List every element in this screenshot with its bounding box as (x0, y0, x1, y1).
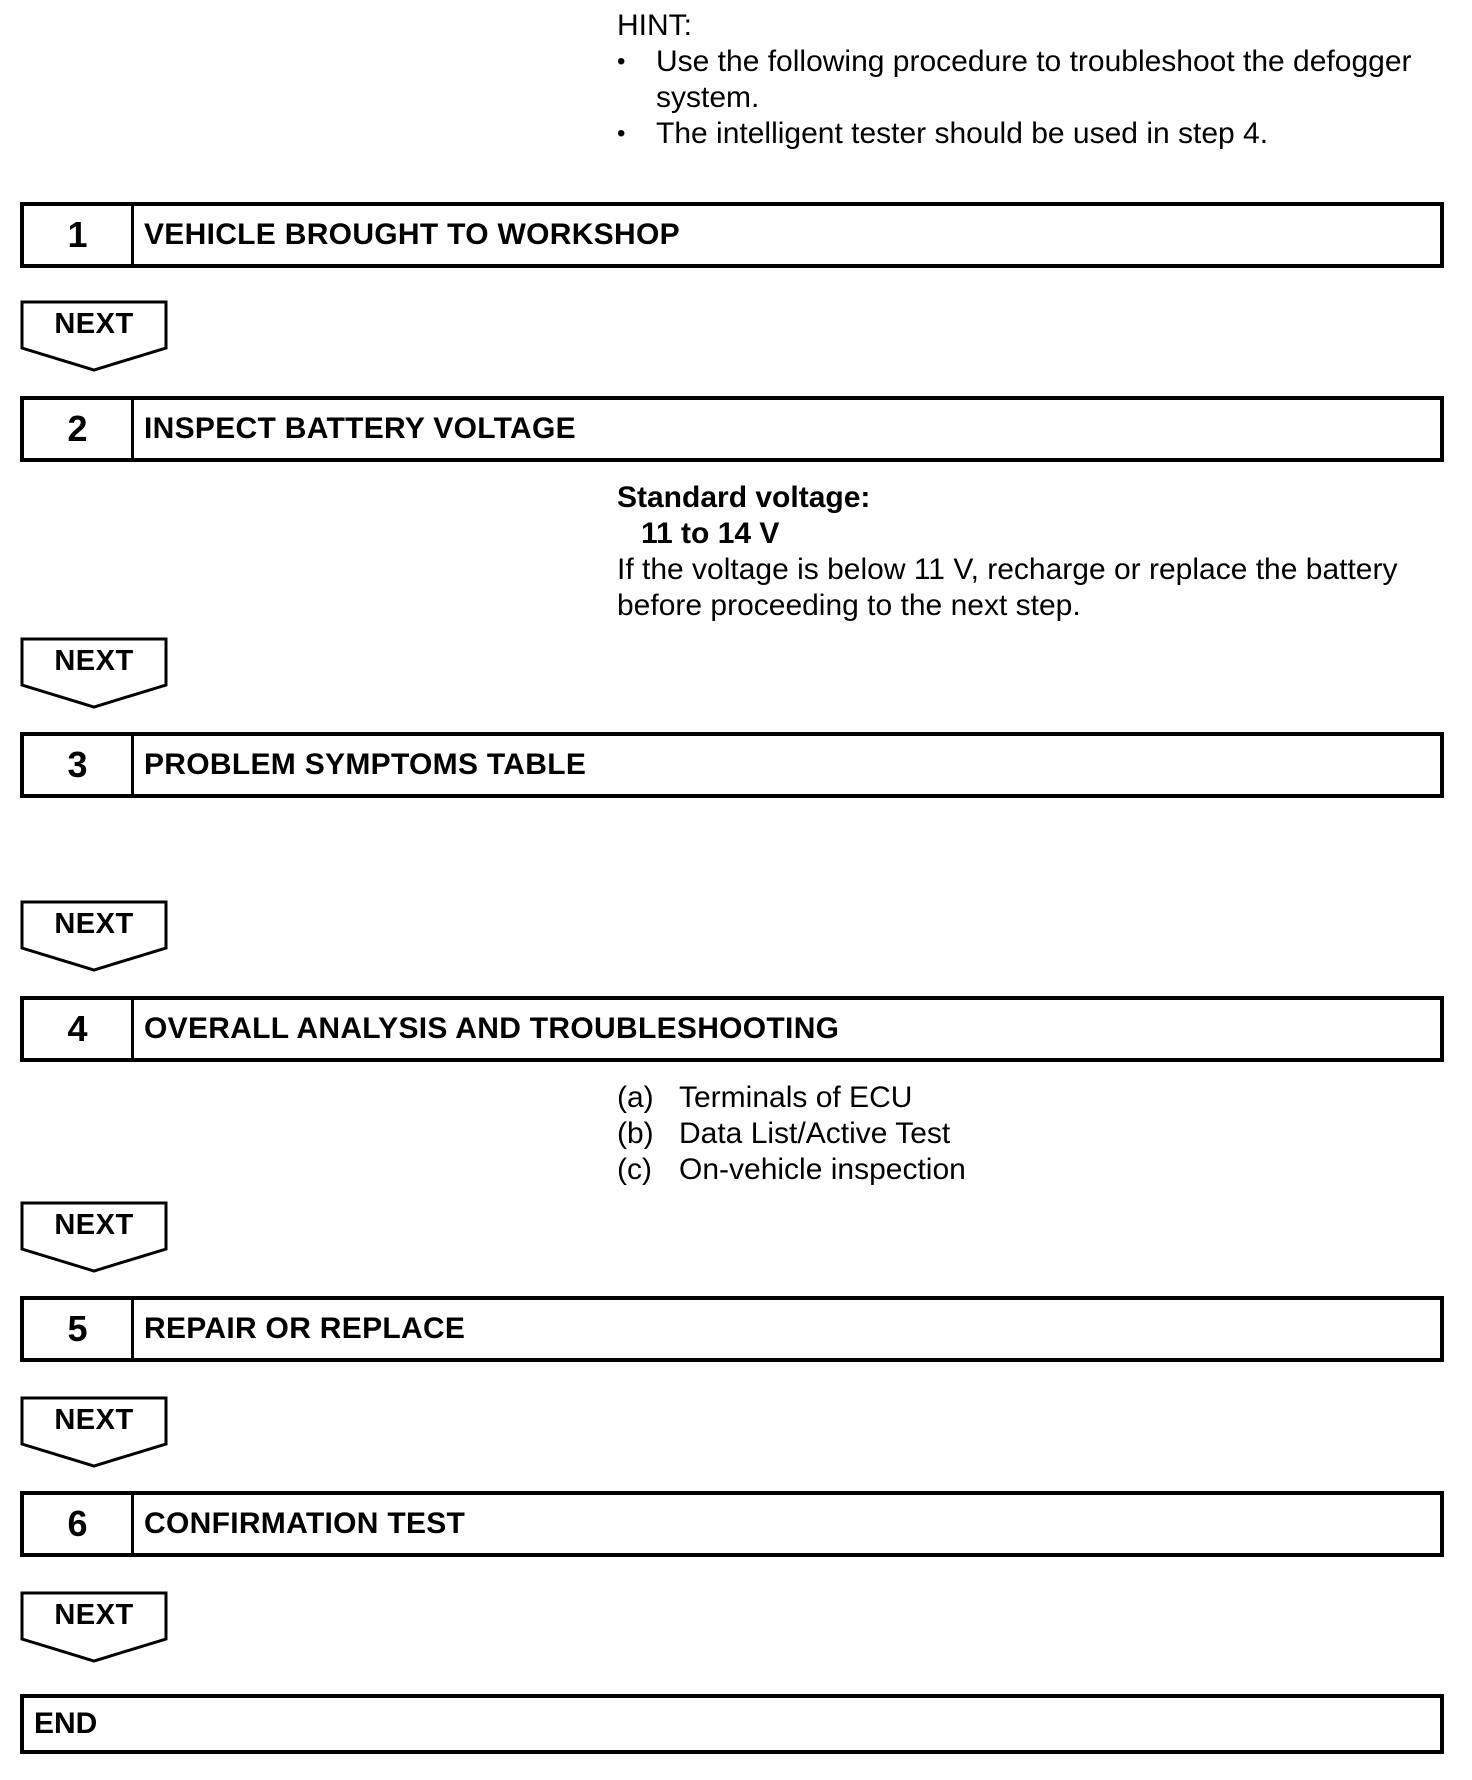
step-number: 3 (24, 736, 134, 794)
step-3-box (20, 732, 1444, 798)
next-label: NEXT (54, 1209, 134, 1241)
step-4-box (20, 996, 1444, 1062)
next-arrow (20, 900, 168, 972)
step-number: 5 (24, 1300, 134, 1358)
hint-bullet-2: The intelligent tester should be used in step 4. (656, 117, 1269, 150)
step-number: 2 (24, 400, 134, 458)
next-label: NEXT (54, 645, 134, 677)
step-title: PROBLEM SYMPTOMS TABLE (144, 748, 587, 781)
step-1-box (20, 202, 1444, 268)
step-title: CONFIRMATION TEST (144, 1507, 466, 1540)
battery-note-line-1: If the voltage is below 11 V, recharge or replace the battery (617, 553, 1398, 586)
next-label: NEXT (54, 908, 134, 940)
analysis-item-letter: (b) (617, 1117, 654, 1150)
next-arrow (20, 1591, 168, 1663)
step-5-box (20, 1296, 1444, 1362)
next-arrow (20, 1396, 168, 1468)
step-title: VEHICLE BROUGHT TO WORKSHOP (144, 218, 680, 251)
end-box (20, 1694, 1444, 1754)
analysis-item-letter: (a) (617, 1081, 654, 1114)
next-label: NEXT (54, 1404, 134, 1436)
end-label: END (34, 1707, 98, 1740)
analysis-item-text: Terminals of ECU (679, 1081, 913, 1114)
step-number: 4 (24, 1000, 134, 1058)
next-label: NEXT (54, 308, 134, 340)
step-number: 6 (24, 1495, 134, 1553)
hint-title: HINT: (617, 9, 692, 42)
next-arrow (20, 637, 168, 709)
step-title: INSPECT BATTERY VOLTAGE (144, 412, 576, 445)
hint-bullet-1-line-2: system. (656, 81, 760, 114)
battery-note-line-2: before proceeding to the next step. (617, 589, 1081, 622)
standard-voltage-label: Standard voltage: (617, 481, 871, 514)
standard-voltage-value: 11 to 14 V (641, 517, 780, 550)
analysis-item-text: On-vehicle inspection (679, 1153, 966, 1186)
next-arrow (20, 1201, 168, 1273)
step-6-box (20, 1491, 1444, 1557)
analysis-item-text: Data List/Active Test (679, 1117, 951, 1150)
bullet-icon: • (617, 48, 626, 75)
bullet-icon: • (617, 120, 626, 147)
step-title: OVERALL ANALYSIS AND TROUBLESHOOTING (144, 1012, 840, 1045)
step-number: 1 (24, 206, 134, 264)
next-label: NEXT (54, 1599, 134, 1631)
hint-bullet-1-line-1: Use the following procedure to troubleshoot the defogger (656, 45, 1412, 78)
analysis-item-letter: (c) (617, 1153, 652, 1186)
next-arrow (20, 300, 168, 372)
step-2-box (20, 396, 1444, 462)
step-title: REPAIR OR REPLACE (144, 1312, 466, 1345)
